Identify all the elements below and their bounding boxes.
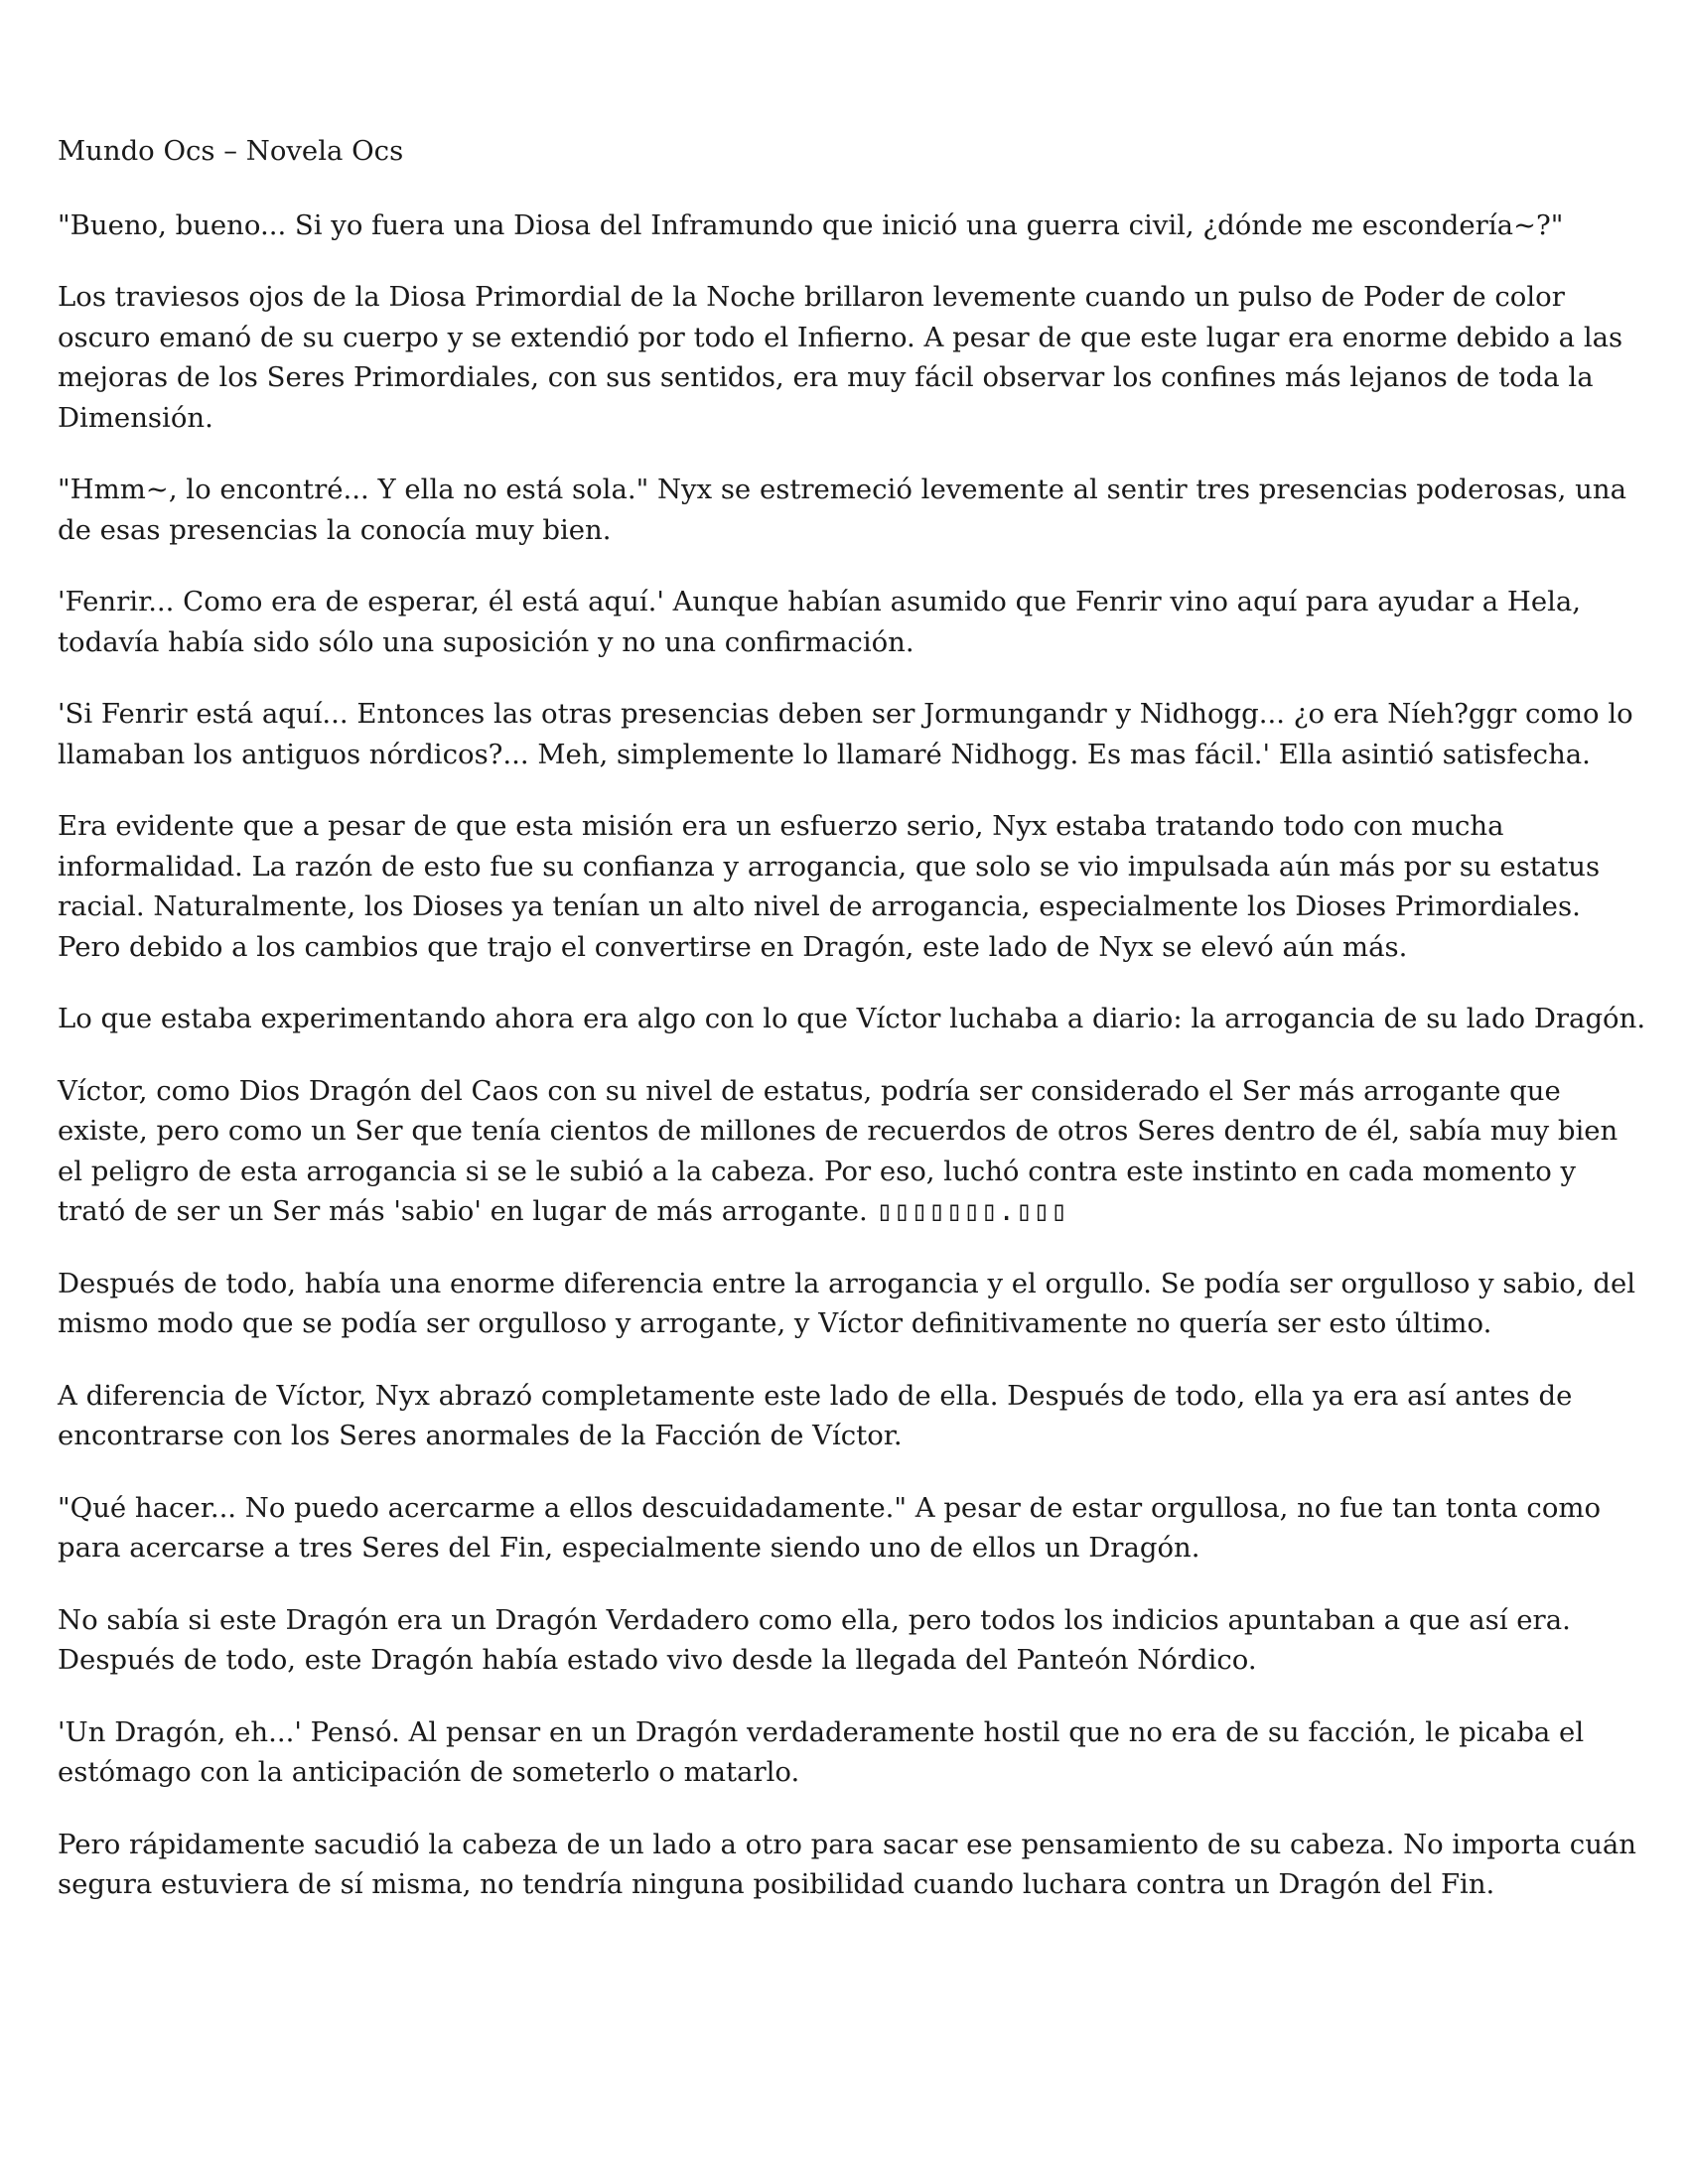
paragraph: A diferencia de Víctor, Nyx abrazó completamente este lado de ella. Después de todo, ella ya era así antes de encontrarse con los Seres anormales de la Facción de Víctor. — [58, 1379, 1573, 1451]
paragraph: "Qué hacer... No puedo acercarme a ellos descuidadamente." A pesar de estar orgullosa, no fue tan tonta como para acercarse a tres Seres del Fin, especialmente siendo uno de ellos un Dragón. — [58, 1491, 1602, 1564]
paragraph: 'Si Fenrir está aquí... Entonces las otras presencias deben ser Jormungandr y Nidhogg... ¿o era Níeh?ggr como lo llamaban los antiguos nórdicos?... Meh, simplemente lo llamaré Nidhogg. Es mas fácil.' Ella asintió satisfecha. — [58, 698, 1633, 770]
paragraph: "Bueno, bueno... Si yo fuera una Diosa del Inframundo que inició una guerra civil, ¿dónde me escondería~?" — [58, 208, 1564, 241]
paragraph: No sabía si este Dragón era un Dragón Verdadero como ella, pero todos los indicios apuntaban a que así era. Después de todo, este Dragón había estado vivo desde la llegada del Panteón Nórdico. — [58, 1603, 1571, 1676]
document-header: Mundo Ocs – Novela Ocs — [58, 135, 404, 167]
paragraph: 'Un Dragón, eh...' Pensó. Al pensar en un Dragón verdaderamente hostil que no era de su facción, le picaba el estómago con la anticipación de someterlo o matarlo. — [58, 1715, 1585, 1788]
paragraph: Los traviesos ojos de la Diosa Primordial de la Noche brillaron levemente cuando un pulso de Poder de color oscuro emanó de su cuerpo y se extendió por todo el Infierno. A pesar de que este lugar era enorme debido a las mejoras de los Seres Primordiales, con sus sentidos, era muy fácil observar los confines más lejanos de toda la Dimensión. — [58, 281, 1623, 434]
paragraph: Pero rápidamente sacudió la cabeza de un lado a otro para sacar ese pensamiento de su cabeza. No importa cuán segura estuviera de sí misma, no tendría ninguna posibilidad cuando luchara contra un Dragón del Fin. — [58, 1828, 1637, 1900]
paragraph-text: Víctor, como Dios Dragón del Caos con su nivel de estatus, podría ser considerado el Ser más arrogante que existe, pero como un Ser que tenía cientos de millones de recuerdos de otros Seres dentro de él, sabía muy bien el peligro de esta arrogancia si se le subió a la cabeza. Por eso, luchó contra este instinto en cada momento y trató de ser un Ser más 'sabio' en lugar de más arrogante. — [58, 1074, 1618, 1227]
paragraph: Lo que estaba experimentando ahora era algo con lo que Víctor luchaba a diario: la arrogancia de su lado Dragón. — [58, 1003, 1646, 1034]
paragraph: Después de todo, había una enorme diferencia entre la arrogancia y el orgullo. Se podía ser orgulloso y sabio, del mismo modo que se podía ser orgulloso y arrogante, y Víctor definitivamente no quería ser esto último. — [58, 1267, 1636, 1339]
paragraph: Era evidente que a pesar de que esta misión era un esfuerzo serio, Nyx estaba tratando todo con mucha informalidad. La razón de esto fue su confianza y arrogancia, que solo se vio impulsada aún más por su estatus racial. Naturalmente, los Dioses ya tenían un alto nivel de arrogancia, especialmente los Dioses Primordiales. Pero debido a los cambios que trajo el convertirse en Dragón, este lado de Nyx se elevó aún más. — [58, 810, 1601, 963]
paragraph — [58, 1071, 1646, 1232]
paragraph: "Hmm~, lo encontré... Y ella no está sola." Nyx se estremeció levemente al sentir tres presencias poderosas, una de esas presencias la conocía muy bien. — [58, 474, 1626, 546]
paragraph: 'Fenrir... Como era de esperar, él está aquí.' Aunque habían asumido que Fenrir vino aquí para ayudar a Hela, todavía había sido sólo una suposición y no una confirmación. — [58, 586, 1582, 658]
document-body — [58, 131, 1646, 1937]
missing-glyphs: ▯▯▯▯▯▯▯.▯▯▯ — [876, 1195, 1068, 1227]
